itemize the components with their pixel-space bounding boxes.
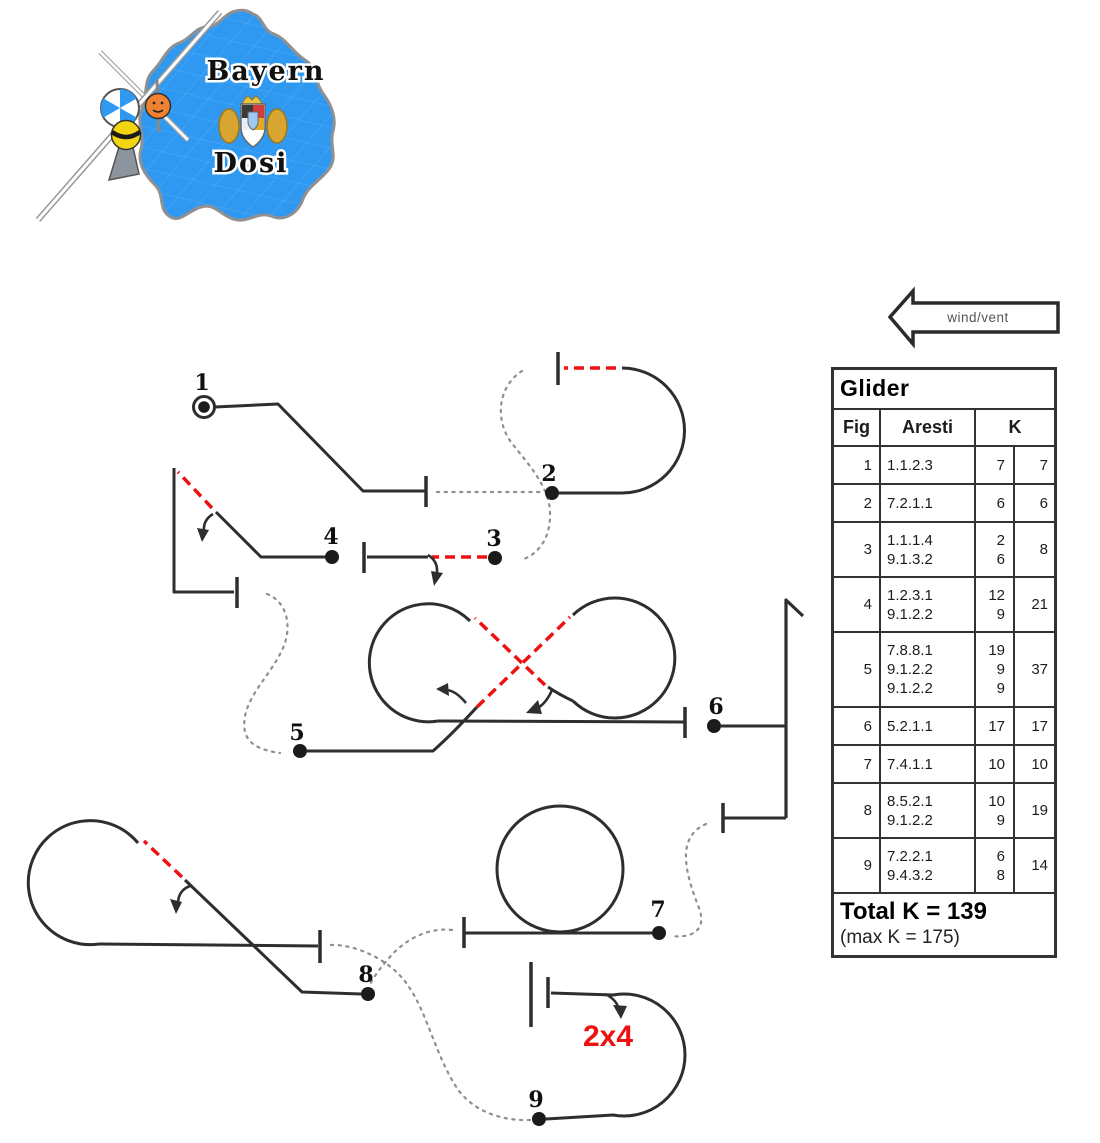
- connector-4-5: [244, 594, 287, 753]
- cell-k-total: 17: [1013, 708, 1054, 744]
- pilot-face: [146, 94, 171, 119]
- figure-2: [545, 352, 685, 500]
- logo-subtitle: Dosi: [213, 148, 289, 179]
- col-header-k: K: [974, 410, 1054, 445]
- figure-3-label: 3: [486, 526, 502, 552]
- cell-fig: 5: [863, 661, 872, 678]
- figure-4-roll-arrow: [204, 514, 213, 531]
- figure-4-inverted-line: [178, 472, 212, 508]
- table-row: [834, 784, 1054, 839]
- figure-5-roll-arrowhead-2: [526, 700, 542, 714]
- crest-lion-left: [219, 109, 239, 143]
- cell-k-total: 21: [1013, 578, 1054, 631]
- cell-k-total: 7: [1013, 447, 1054, 483]
- roll-count-annotation: 2x4: [582, 1020, 634, 1053]
- figure-5-right-loop: [573, 598, 675, 718]
- figure-8-roll-arrow: [178, 886, 190, 902]
- cell-fig: 3: [863, 541, 872, 558]
- cell-k-total: 10: [1013, 746, 1054, 782]
- cell-aresti: 1.2.3.1 9.1.2.2: [879, 578, 974, 631]
- cell-aresti: 7.4.1.1: [879, 746, 974, 782]
- figure-5: [293, 598, 685, 758]
- cell-k: 6 8: [974, 839, 1013, 892]
- figure-7-loop: [497, 806, 623, 932]
- figure-3-roll-arrowhead: [431, 571, 443, 586]
- cell-k-total: 19: [1013, 784, 1054, 837]
- pilot-helmet-figure: [109, 121, 141, 181]
- connector-lines: [244, 371, 706, 1120]
- figure-5-roll-arrow-1: [447, 690, 466, 703]
- figure-3: [364, 542, 502, 586]
- club-logo: [8, 0, 343, 240]
- figure-4: [174, 468, 339, 608]
- table-row: [834, 746, 1054, 784]
- cell-k-total: 37: [1013, 633, 1054, 706]
- figure-number-labels: [194, 370, 723, 1113]
- cell-k: 12 9: [974, 578, 1013, 631]
- cell-fig: 6: [863, 717, 872, 735]
- figure-8-label: 8: [358, 962, 374, 988]
- figure-5-start-dot: [293, 744, 307, 758]
- figure-4-roll-arrowhead: [197, 528, 209, 542]
- figure-4-start-dot: [325, 550, 339, 564]
- figure-6-label: 6: [708, 694, 724, 720]
- cell-k: 7: [974, 447, 1013, 483]
- cell-aresti: 7.2.1.1: [879, 485, 974, 521]
- table-row: [834, 447, 1054, 485]
- figure-8-loop: [28, 821, 138, 945]
- figure-9-label: 9: [528, 1087, 544, 1113]
- cell-fig: 2: [863, 494, 872, 512]
- table-header-row: [834, 410, 1054, 447]
- table-title: Glider: [834, 370, 1054, 410]
- table-row: [834, 839, 1054, 894]
- cell-k-total: 6: [1013, 485, 1054, 521]
- figure-5-inverted-line-2: [475, 618, 545, 685]
- col-header-fig: Fig: [843, 417, 870, 437]
- figure-6-vertical-line: [786, 600, 803, 818]
- cell-aresti: 5.2.1.1: [879, 708, 974, 744]
- table-row: [834, 633, 1054, 708]
- glider-table: [831, 367, 1057, 958]
- cell-fig: 8: [863, 802, 872, 819]
- logo-title: Bayern: [206, 56, 326, 87]
- table-row: [834, 523, 1054, 578]
- cell-k-total: 14: [1013, 839, 1054, 892]
- figure-8-roll-arrowhead: [170, 899, 182, 914]
- cell-aresti: 7.8.8.1 9.1.2.2 9.1.2.2: [879, 633, 974, 706]
- cell-fig: 1: [863, 456, 872, 474]
- figure-6-start-dot: [707, 719, 721, 733]
- figure-5-roll-arrowhead-1: [436, 683, 449, 696]
- figure-3-start-dot: [488, 551, 502, 565]
- cell-aresti: 7.2.2.1 9.4.3.2: [879, 839, 974, 892]
- figure-1-label: 1: [194, 370, 210, 396]
- max-k-value: (max K = 175): [840, 927, 960, 948]
- pilot-body: [109, 147, 139, 180]
- figure-5-left-loop: [369, 604, 470, 722]
- cell-k-total: 8: [1013, 523, 1054, 576]
- cell-aresti: 8.5.2.1 9.1.2.2: [879, 784, 974, 837]
- figure-8-start-dot: [361, 987, 375, 1001]
- figure-1: [194, 397, 427, 508]
- table-row: [834, 578, 1054, 633]
- figure-4-label: 4: [323, 524, 339, 550]
- wind-arrow: [890, 291, 1058, 344]
- figure-2-label: 2: [541, 461, 557, 487]
- figure-7: [464, 806, 666, 948]
- cell-fig: 4: [863, 596, 872, 613]
- figure-2-start-dot: [545, 486, 559, 500]
- cell-fig: 9: [863, 857, 872, 874]
- figure-8-inverted-line: [144, 841, 182, 877]
- col-header-aresti: Aresti: [879, 410, 974, 445]
- figure-9-start-dot: [532, 1112, 546, 1126]
- cell-aresti: 1.1.1.4 9.1.3.2: [879, 523, 974, 576]
- cell-aresti: 1.1.2.3: [879, 447, 974, 483]
- connector-6-7: [671, 824, 706, 936]
- cell-k: 6: [974, 485, 1013, 521]
- cell-k: 10 9: [974, 784, 1013, 837]
- figure-7-label: 7: [650, 897, 666, 923]
- cell-k: 10: [974, 746, 1013, 782]
- cell-fig: 7: [863, 755, 872, 773]
- glider-table-body: [834, 447, 1054, 894]
- connector-7-8: [369, 930, 452, 987]
- cell-k: 17: [974, 708, 1013, 744]
- table-total-row: [834, 894, 1054, 955]
- figure-7-start-dot: [652, 926, 666, 940]
- cell-k: 19 9 9: [974, 633, 1013, 706]
- figure-9-roll-arrowhead: [613, 1005, 627, 1019]
- figure-1-start-dot: [198, 401, 210, 413]
- total-k-value: Total K = 139: [840, 898, 987, 925]
- figure-8: [28, 821, 375, 1001]
- cell-k: 2 6: [974, 523, 1013, 576]
- crest-lion-right: [267, 109, 287, 143]
- figure-5-label: 5: [289, 720, 305, 746]
- wind-arrow-label: wind/vent: [947, 310, 1009, 325]
- table-row: [834, 708, 1054, 746]
- table-row: [834, 485, 1054, 523]
